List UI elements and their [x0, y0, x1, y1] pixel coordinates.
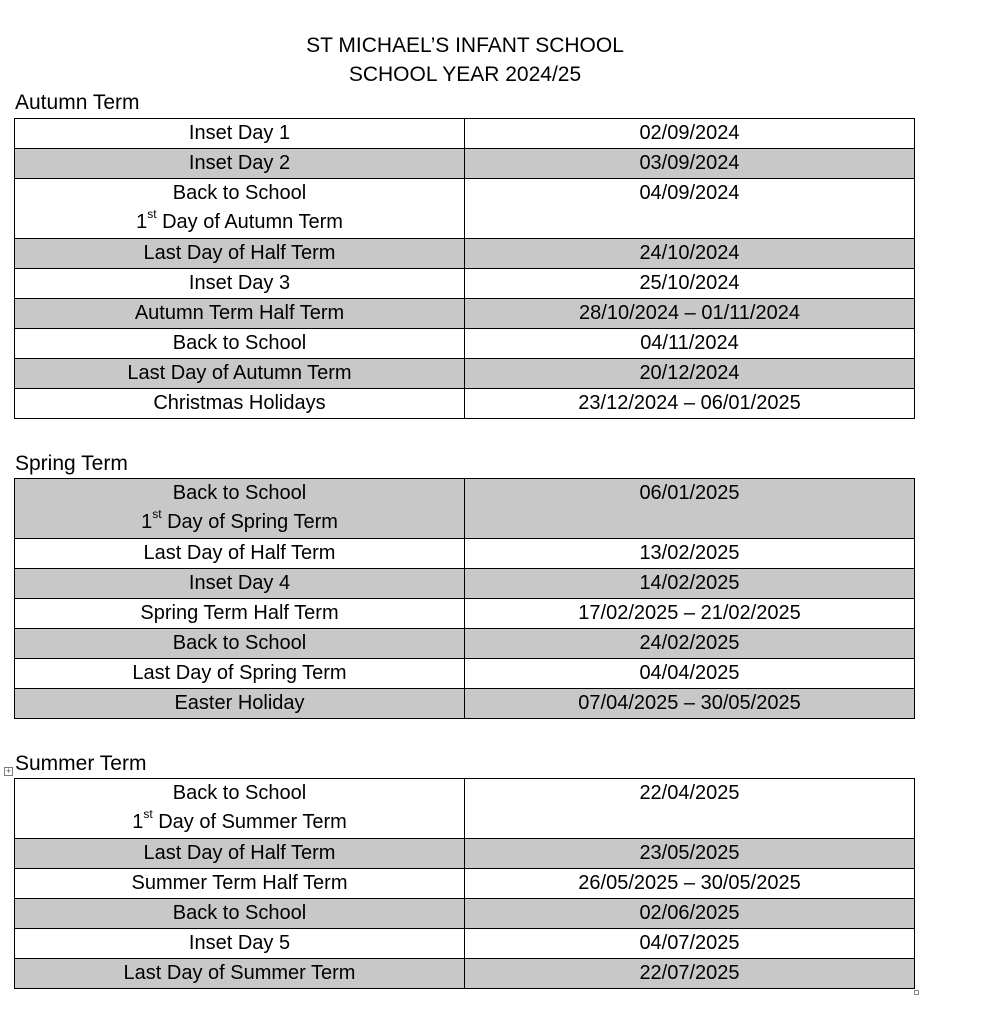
- summer-term-table: [14, 778, 915, 989]
- event-cell[interactable]: Inset Day 4: [15, 569, 465, 599]
- date-cell[interactable]: 24/10/2024: [465, 239, 915, 269]
- date-cell[interactable]: 02/09/2024: [465, 119, 915, 149]
- date-cell[interactable]: 20/12/2024: [465, 359, 915, 389]
- event-cell[interactable]: Inset Day 3: [15, 269, 465, 299]
- date-cell[interactable]: 04/11/2024: [465, 329, 915, 359]
- table-row: [15, 569, 915, 599]
- event-line-1: Back to School: [172, 782, 307, 804]
- table-row: [15, 389, 915, 419]
- table-row: [15, 629, 915, 659]
- event-line-1: Back to School: [172, 482, 307, 504]
- ordinal-suffix: st: [152, 507, 162, 522]
- event-cell[interactable]: Easter Holiday: [15, 689, 465, 719]
- ordinal-suffix: st: [143, 807, 153, 822]
- resize-handle-icon[interactable]: [914, 990, 919, 995]
- date-cell[interactable]: 28/10/2024 – 01/11/2024: [465, 299, 915, 329]
- event-cell[interactable]: [15, 479, 465, 539]
- ordinal-number: 1: [132, 811, 144, 833]
- date-cell[interactable]: 17/02/2025 – 21/02/2025: [465, 599, 915, 629]
- event-cell[interactable]: Back to School: [15, 329, 465, 359]
- table-row: [15, 869, 915, 899]
- event-line-2-text: Day of Summer Term: [152, 811, 347, 833]
- table-row: [15, 149, 915, 179]
- event-line-2-text: Day of Autumn Term: [156, 211, 343, 233]
- date-cell[interactable]: 23/05/2025: [465, 839, 915, 869]
- event-cell[interactable]: Christmas Holidays: [15, 389, 465, 419]
- autumn-term-heading: Autumn Term: [15, 91, 140, 114]
- date-cell[interactable]: 13/02/2025: [465, 539, 915, 569]
- table-row: [15, 899, 915, 929]
- date-cell[interactable]: 04/09/2024: [465, 179, 915, 239]
- table-row: [15, 299, 915, 329]
- date-cell[interactable]: 26/05/2025 – 30/05/2025: [465, 869, 915, 899]
- table-row: [15, 239, 915, 269]
- date-cell[interactable]: 04/07/2025: [465, 929, 915, 959]
- ordinal-number: 1: [141, 511, 153, 533]
- event-cell[interactable]: Last Day of Half Term: [15, 239, 465, 269]
- event-cell[interactable]: Inset Day 5: [15, 929, 465, 959]
- event-cell[interactable]: Spring Term Half Term: [15, 599, 465, 629]
- ordinal-number: 1: [136, 211, 148, 233]
- event-cell[interactable]: Last Day of Half Term: [15, 839, 465, 869]
- table-row: [15, 599, 915, 629]
- table-row: [15, 269, 915, 299]
- summer-term-heading: Summer Term: [15, 752, 147, 775]
- table-row: [15, 359, 915, 389]
- event-cell[interactable]: Inset Day 1: [15, 119, 465, 149]
- date-cell[interactable]: 22/04/2025: [465, 779, 915, 839]
- date-cell[interactable]: 23/12/2024 – 06/01/2025: [465, 389, 915, 419]
- table-row: [15, 779, 915, 839]
- event-line-2: [15, 508, 464, 537]
- date-cell[interactable]: 07/04/2025 – 30/05/2025: [465, 689, 915, 719]
- spring-term-table: [14, 478, 915, 719]
- table-row: [15, 119, 915, 149]
- document-title-line-2: SCHOOL YEAR 2024/25: [348, 63, 582, 86]
- date-cell[interactable]: 02/06/2025: [465, 899, 915, 929]
- date-cell[interactable]: 22/07/2025: [465, 959, 915, 989]
- autumn-term-table: [14, 118, 915, 419]
- event-cell[interactable]: Last Day of Summer Term: [15, 959, 465, 989]
- date-cell[interactable]: 06/01/2025: [465, 479, 915, 539]
- event-line-1: Back to School: [172, 182, 307, 204]
- move-handle-icon[interactable]: +: [5, 766, 12, 776]
- event-cell[interactable]: Autumn Term Half Term: [15, 299, 465, 329]
- table-row: [15, 329, 915, 359]
- date-cell[interactable]: 04/04/2025: [465, 659, 915, 689]
- table-row: [15, 659, 915, 689]
- event-cell[interactable]: Last Day of Spring Term: [15, 659, 465, 689]
- event-cell[interactable]: [15, 179, 465, 239]
- event-cell[interactable]: Inset Day 2: [15, 149, 465, 179]
- event-cell[interactable]: Back to School: [15, 629, 465, 659]
- table-row: [15, 959, 915, 989]
- document-title-line-1: ST MICHAEL’S INFANT SCHOOL: [306, 34, 624, 57]
- event-cell[interactable]: Last Day of Autumn Term: [15, 359, 465, 389]
- table-row: [15, 179, 915, 239]
- date-cell[interactable]: 14/02/2025: [465, 569, 915, 599]
- event-cell[interactable]: [15, 779, 465, 839]
- event-line-2-text: Day of Spring Term: [161, 511, 338, 533]
- table-row: [15, 479, 915, 539]
- date-cell[interactable]: 24/02/2025: [465, 629, 915, 659]
- event-cell[interactable]: Back to School: [15, 899, 465, 929]
- event-line-2: [15, 208, 464, 237]
- event-cell[interactable]: Last Day of Half Term: [15, 539, 465, 569]
- ordinal-suffix: st: [147, 207, 157, 222]
- table-row: [15, 839, 915, 869]
- date-cell[interactable]: 03/09/2024: [465, 149, 915, 179]
- table-row: [15, 929, 915, 959]
- event-line-2: [15, 808, 464, 837]
- table-row: [15, 539, 915, 569]
- event-cell[interactable]: Summer Term Half Term: [15, 869, 465, 899]
- spring-term-heading: Spring Term: [15, 452, 128, 475]
- date-cell[interactable]: 25/10/2024: [465, 269, 915, 299]
- table-row: [15, 689, 915, 719]
